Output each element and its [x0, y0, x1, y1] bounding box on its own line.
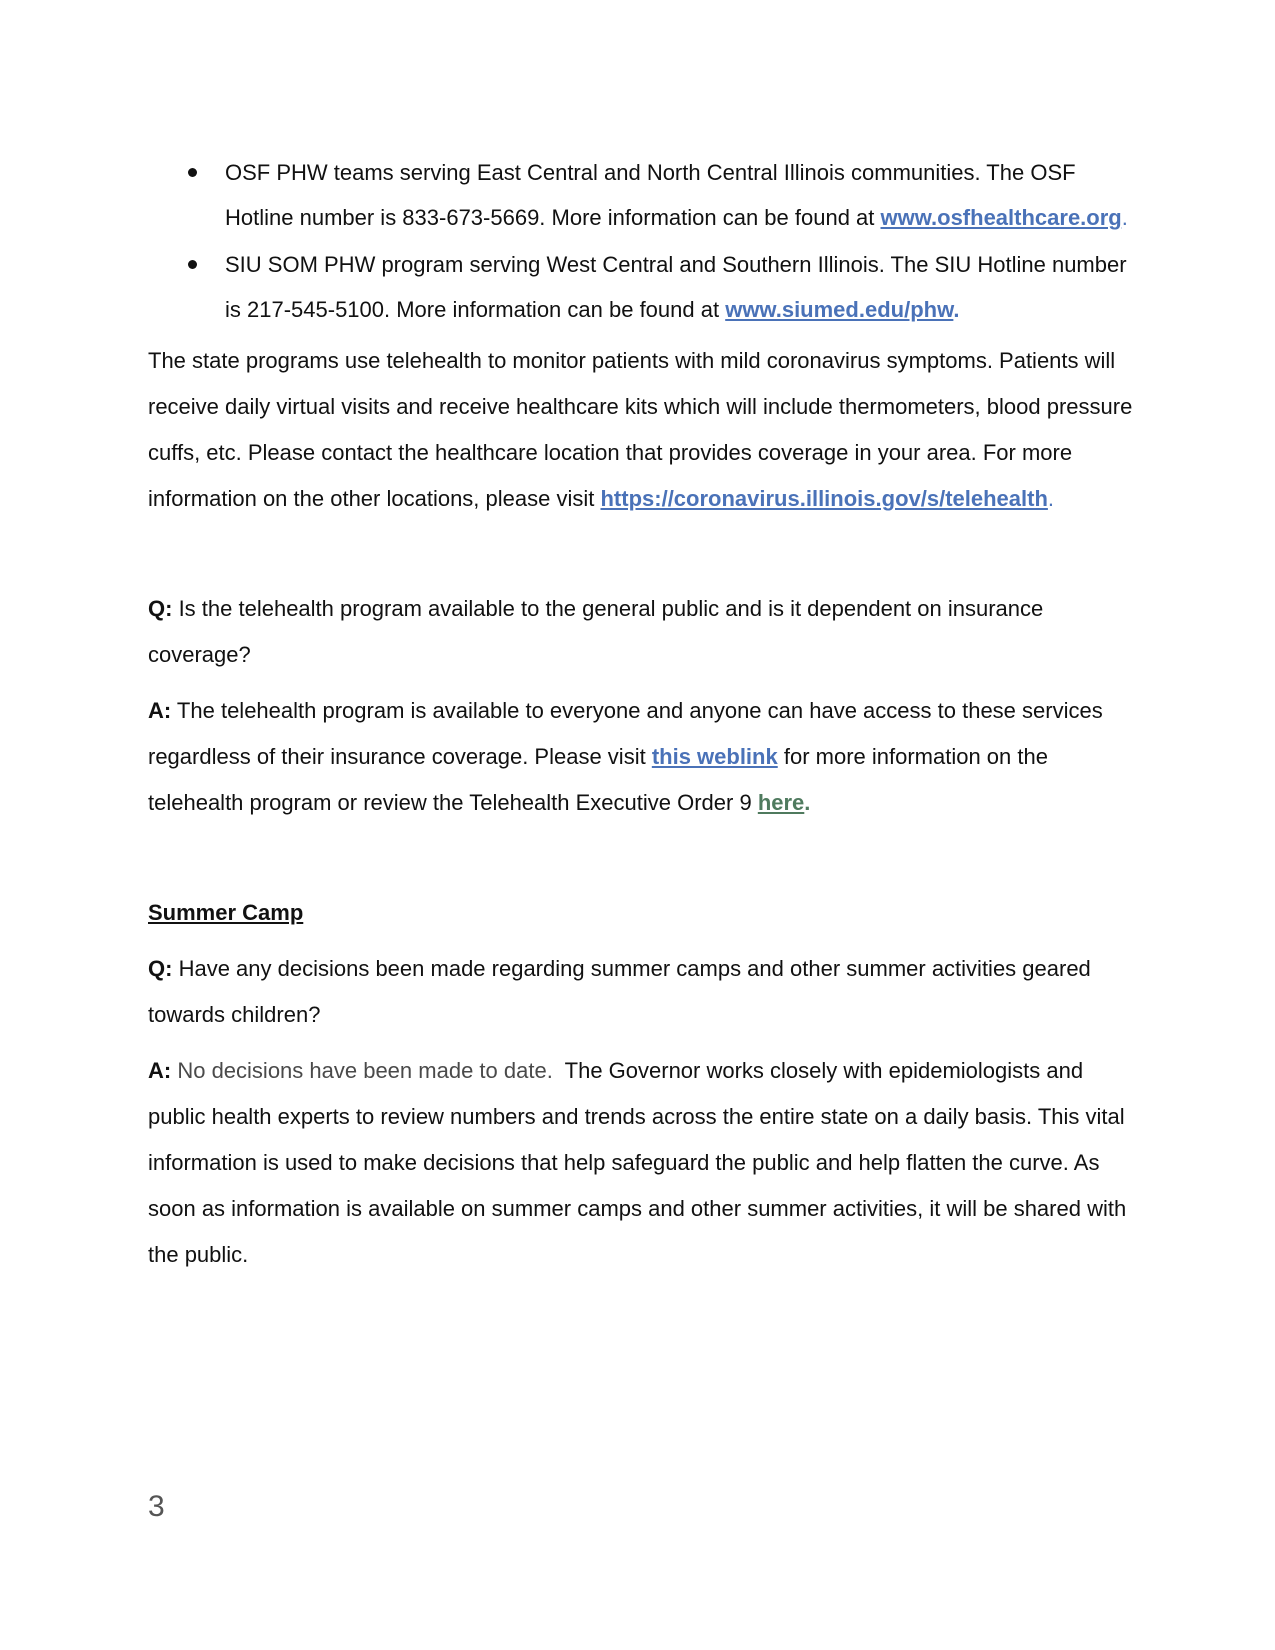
summer-q-label: Q: — [148, 956, 173, 981]
qa1-q-text: Is the telehealth program available to the general public and is it dependent on insurance coverage? — [148, 596, 1044, 667]
summer-a-text: The Governor works closely with epidemiologists and public health experts to review numbers and trends across the entire state on a daily basis. This vital information is used to make decisions that help safeguard the public and help flatten the curve. As soon as information is available on summer camps and other summer activities, it will be shared with the public. — [148, 1058, 1133, 1267]
weblink-link[interactable]: this weblink — [651, 744, 778, 769]
qa1-a-label: A: — [148, 698, 172, 723]
executive-order-link[interactable]: here — [757, 790, 805, 815]
summer-a-label: A: — [148, 1058, 172, 1083]
summer-camp-question — [148, 946, 1138, 1038]
bullet-icon — [188, 260, 197, 269]
qa1-question — [148, 586, 1138, 678]
qa1-answer — [148, 688, 1138, 826]
telehealth-link-period: . — [1047, 486, 1055, 511]
osf-link-period: . — [1121, 205, 1128, 230]
siu-link[interactable]: www.siumed.edu/phw — [725, 297, 954, 322]
executive-order-period: . — [804, 790, 811, 815]
bullet-osf-text: OSF PHW teams serving East Central and North Central Illinois communities. The OSF Hotline number is 833-673-5669. More information can be found at — [225, 160, 1076, 230]
summer-camp-answer — [148, 1048, 1138, 1278]
summer-a-text-gray: No decisions have been made to date. — [171, 1058, 553, 1083]
qa1-a-text-1: The telehealth program is available to everyone and anyone can have access to these services regardless of their insurance coverage. Please visit — [148, 698, 1103, 769]
telehealth-paragraph — [148, 338, 1138, 522]
summer-camp-heading: Summer Camp — [148, 900, 304, 925]
telehealth-text: The state programs use telehealth to monitor patients with mild coronavirus symptoms. Patients will receive daily virtual visits and receive healthcare kits which will include thermometers, blood pressure cuffs, etc. Please contact the healthcare location that provides coverage in your area. For more information on the other locations, please visit — [148, 348, 1133, 511]
bullet-siu-text: SIU SOM PHW program serving West Central and Southern Illinois. The SIU Hotline number is 217-545-5100. More information can be found at — [225, 252, 1127, 322]
page-content — [148, 150, 1138, 1278]
osf-link[interactable]: www.osfhealthcare.org — [880, 205, 1122, 230]
qa1-q-label: Q: — [148, 596, 173, 621]
bullet-siu — [148, 242, 1138, 332]
qa1-a-text-2: for more information on the telehealth program or review the Telehealth Executive Order 9 — [148, 744, 1048, 815]
hotline-bullet-list — [148, 150, 1138, 332]
bullet-icon — [188, 168, 197, 177]
bullet-osf — [148, 150, 1138, 240]
siu-link-period: . — [953, 297, 960, 322]
summer-q-text: Have any decisions been made regarding summer camps and other summer activities geared towards children? — [148, 956, 1091, 1027]
page-number: 3 — [148, 1490, 165, 1523]
telehealth-link[interactable]: https://coronavirus.illinois.gov/s/telehealth — [600, 486, 1048, 511]
